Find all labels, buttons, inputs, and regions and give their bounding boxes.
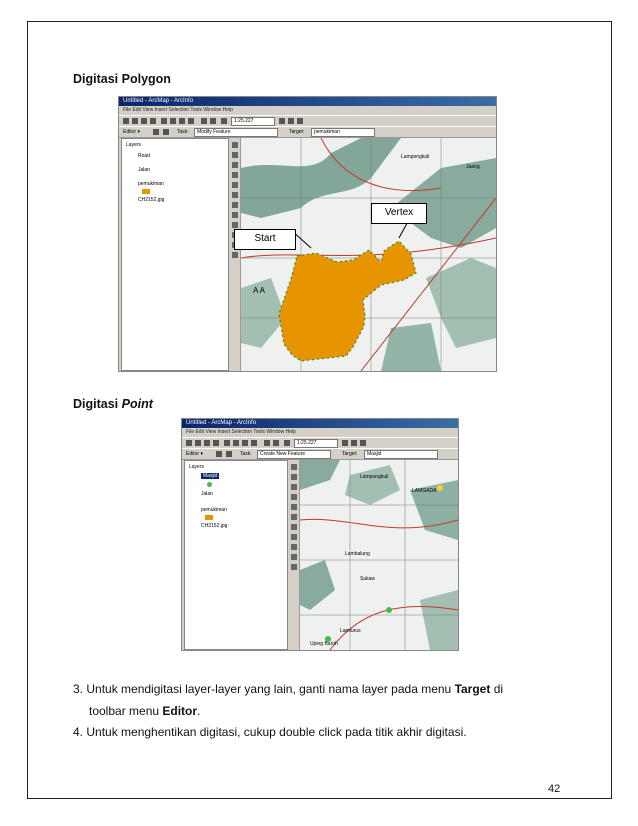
save-icon[interactable] [204, 440, 210, 446]
paste-icon[interactable] [179, 118, 185, 124]
redo-icon[interactable] [210, 118, 216, 124]
target-select[interactable]: Masjid [364, 450, 438, 459]
editor-menu[interactable]: Editor ▾ [186, 451, 203, 457]
edit-tool-icon[interactable] [216, 451, 222, 457]
heading-digitasi-point [73, 397, 153, 411]
info-icon[interactable] [291, 554, 297, 560]
task-label: Task: [177, 129, 189, 135]
step-3-text-e: . [197, 704, 201, 718]
zoom-in-icon[interactable] [232, 142, 238, 148]
identify-icon[interactable] [297, 118, 303, 124]
toc-layer-pemukiman[interactable]: pemukiman [138, 181, 164, 187]
globe-icon[interactable] [291, 514, 297, 520]
undo-icon[interactable] [264, 440, 270, 446]
undo-icon[interactable] [201, 118, 207, 124]
copy-icon[interactable] [233, 440, 239, 446]
globe-icon[interactable] [232, 192, 238, 198]
callout-vertex: Vertex [371, 203, 427, 224]
toc-layer-ch2152[interactable]: CH2152.jpg [201, 523, 228, 529]
zoom-out-icon[interactable] [232, 152, 238, 158]
svg-text:Lamlurus: Lamlurus [340, 628, 361, 634]
toc-layer-jalan[interactable]: Jalan [138, 167, 150, 173]
toc-layer-ch2152[interactable]: CH2152.jpg [138, 197, 165, 203]
editor-icon[interactable] [279, 118, 285, 124]
back-icon[interactable] [291, 524, 297, 530]
svg-text:Jaang: Jaang [466, 164, 480, 170]
forward-icon[interactable] [291, 534, 297, 540]
add-data-icon[interactable] [221, 118, 227, 124]
editor-toolbar [182, 448, 458, 460]
add-data-icon[interactable] [284, 440, 290, 446]
paste-icon[interactable] [242, 440, 248, 446]
menu-bar: File Edit View Insert Selection Tools Window Help [123, 107, 233, 113]
editor-menu[interactable]: Editor ▾ [123, 129, 140, 135]
toc-layers[interactable]: Layers [126, 142, 142, 148]
map-view-polygon[interactable] [241, 138, 496, 371]
svg-text:A A: A A [253, 286, 266, 295]
zoom-out-icon[interactable] [291, 474, 297, 480]
svg-text:Lambalung: Lambalung [345, 551, 370, 557]
step-3-text-a: Untuk mendigitasi layer-layer yang lain, ganti nama layer pada menu [86, 682, 455, 696]
target-label: Target: [289, 129, 305, 135]
sketch-tool-icon[interactable] [163, 129, 169, 135]
window-title: Untitled - ArcMap - ArcInfo [182, 419, 458, 428]
step-3-text-d: toolbar menu [89, 704, 163, 718]
svg-text:Lampongkuli: Lampongkuli [360, 474, 389, 480]
new-icon[interactable] [123, 118, 129, 124]
screenshot-digitasi-point [181, 418, 459, 651]
toc-layer-masjid[interactable]: Masjid [203, 473, 218, 479]
identify-icon[interactable] [360, 440, 366, 446]
select-icon[interactable] [232, 222, 238, 228]
table-of-contents [121, 138, 229, 371]
cut-icon[interactable] [224, 440, 230, 446]
pemukiman-swatch [142, 189, 150, 194]
cut-icon[interactable] [161, 118, 167, 124]
open-icon[interactable] [195, 440, 201, 446]
fixed-zoom-icon[interactable] [291, 484, 297, 490]
pan-icon[interactable] [291, 494, 297, 500]
print-icon[interactable] [150, 118, 156, 124]
svg-text:Lampongkuli: Lampongkuli [401, 154, 430, 160]
copy-icon[interactable] [170, 118, 176, 124]
pan-icon[interactable] [232, 172, 238, 178]
scale-input[interactable]: 1:25.227 [231, 117, 275, 126]
select-icon[interactable] [291, 544, 297, 550]
heading-digitasi-polygon: Digitasi Polygon [73, 72, 171, 86]
table-of-contents [184, 460, 288, 650]
step-3-text-c: di [490, 682, 504, 696]
task-select[interactable]: Create New Feature [257, 450, 331, 459]
delete-icon[interactable] [188, 118, 194, 124]
step-4-text: Untuk menghentikan digitasi, cukup double click pada titik akhir digitasi. [86, 725, 467, 739]
save-icon[interactable] [141, 118, 147, 124]
edit-tool-icon[interactable] [153, 129, 159, 135]
editor-icon[interactable] [342, 440, 348, 446]
zoom-in-icon[interactable] [291, 464, 297, 470]
toc-layer-road[interactable]: Road [138, 153, 150, 159]
masjid-point-symbol [207, 482, 212, 487]
toc-layer-jalan[interactable]: Jalan [201, 491, 213, 497]
arctoolbox-icon[interactable] [351, 440, 357, 446]
step-4 [73, 724, 467, 740]
new-icon[interactable] [186, 440, 192, 446]
callout-start: Start [234, 229, 296, 250]
step-3-line-2 [89, 703, 200, 719]
task-label: Task: [240, 451, 252, 457]
task-select[interactable]: Modify Feature [194, 128, 278, 137]
target-select[interactable]: pemukiman [311, 128, 375, 137]
pemukiman-swatch [205, 515, 213, 520]
find-icon[interactable] [291, 564, 297, 570]
full-extent-icon[interactable] [232, 182, 238, 188]
sketch-tool-icon[interactable] [226, 451, 232, 457]
toc-layer-pemukiman[interactable]: pemukiman [201, 507, 227, 513]
map-view-point[interactable] [300, 460, 458, 650]
editor-toolbar [119, 126, 496, 138]
step-3-editor: Editor [162, 704, 198, 718]
print-icon[interactable] [213, 440, 219, 446]
svg-text:Sukaw: Sukaw [360, 576, 376, 582]
tools-toolbar [289, 460, 300, 650]
screenshot-digitasi-polygon [118, 96, 497, 372]
scale-input[interactable]: 1:25.227 [294, 439, 338, 448]
forward-icon[interactable] [232, 212, 238, 218]
measure-icon[interactable] [232, 252, 238, 258]
heading-prefix: Digitasi [73, 397, 122, 411]
open-icon[interactable] [132, 118, 138, 124]
heading-italic: Point [121, 397, 153, 411]
page-number: 42 [548, 783, 561, 795]
back-icon[interactable] [232, 202, 238, 208]
target-label: Target: [342, 451, 358, 457]
svg-text:Ujong Baroh: Ujong Baroh [310, 641, 338, 647]
step-3 [73, 681, 573, 697]
step-4-number: 4. [73, 725, 84, 739]
svg-text:LAMGADA: LAMGADA [412, 488, 437, 494]
fixed-zoom-icon[interactable] [232, 162, 238, 168]
tools-toolbar [230, 138, 241, 371]
delete-icon[interactable] [251, 440, 257, 446]
step-3-number: 3. [73, 682, 84, 696]
redo-icon[interactable] [273, 440, 279, 446]
window-title: Untitled - ArcMap - ArcInfo [119, 97, 496, 106]
step-3-target: Target [454, 682, 491, 696]
menu-bar: File Edit View Insert Selection Tools Window Help [186, 429, 296, 435]
arctoolbox-icon[interactable] [288, 118, 294, 124]
full-extent-icon[interactable] [291, 504, 297, 510]
toc-layers[interactable]: Layers [189, 464, 205, 470]
